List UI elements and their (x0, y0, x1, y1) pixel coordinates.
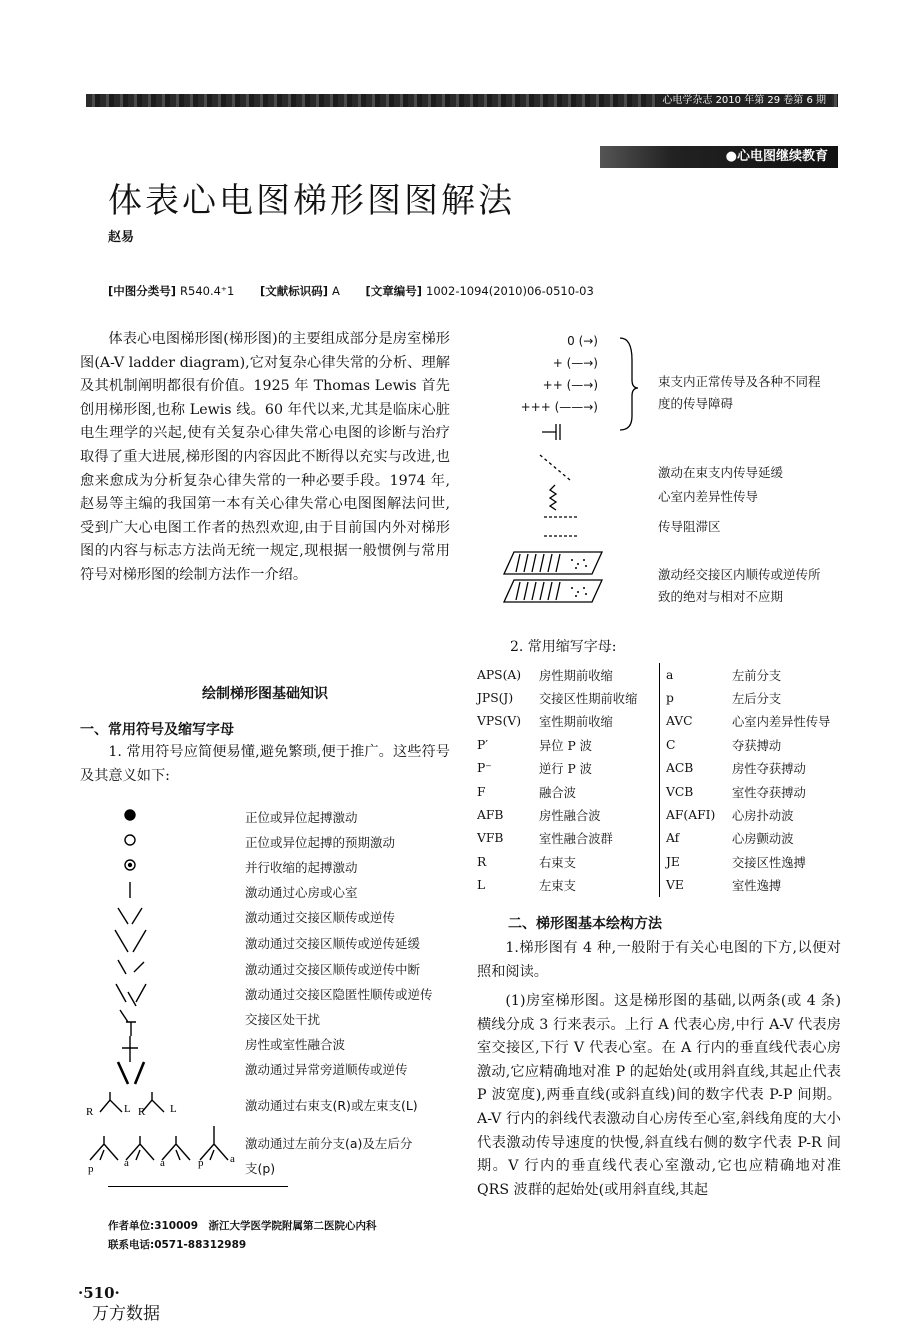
svg-text:a: a (124, 1157, 129, 1169)
abbr-code: R (477, 854, 487, 869)
svg-text:a: a (230, 1153, 235, 1165)
abbr-meaning: 室性融合波群 (539, 832, 613, 847)
article-title: 体表心电图梯形图图解法 (108, 181, 515, 221)
abbr-meaning: 左束支 (539, 879, 576, 894)
abbr-meaning: 房性夺获搏动 (732, 762, 806, 777)
symbol-desc-3: 并行收缩的起搏激动 (245, 860, 358, 875)
symbol-desc-6: 激动通过交接区顺传或逆传延缓 (245, 936, 421, 951)
svg-text:L: L (124, 1103, 131, 1115)
abbr-code: APS(A) (477, 667, 522, 682)
abbr-code: P′ (477, 737, 489, 752)
footnote-tel: 联系电话:0571-88312989 (108, 1239, 247, 1251)
symbol-glyphs (80, 800, 250, 1180)
abbr-meaning: 左后分支 (732, 692, 782, 707)
block-zone-desc: 传导阻滞区 (658, 519, 721, 534)
svg-text:L: L (170, 1103, 177, 1115)
footnote-unit: 作者单位:310009 浙江大学医学院附属第二医院心内科 (108, 1220, 377, 1232)
abbr-code: a (660, 663, 733, 686)
svg-text:p: p (88, 1163, 94, 1175)
abbr-row (477, 757, 842, 780)
abbr-code: L (477, 878, 486, 893)
abbr-meaning: 夺获搏动 (732, 738, 782, 753)
subheading-1: 一、常用符号及缩写字母 (80, 722, 234, 738)
journal-line: 心电学杂志 2010 年第 29 卷第 6 期 (656, 94, 832, 107)
intro-paragraph: 体表心电图梯形图(梯形图)的主要组成部分是房室梯形图(A-V ladder diagram),它对复杂心律失常的分析、理解及其机制阐明都很有价值。1925 年 Thomas Lewis 首先创用梯形图,也称 Lewis 线。60 年代以来,尤其是临床心脏电生理学的兴起,使有关复杂心律失常心电图的诊断与治疗取得了重大进展,梯形图的内容因此不断得以充实与改进,也愈来愈成为分析复杂心律失常的一种必要手段。1974 年,赵易等主编的我国第一本有关心律失常心电图图解法问世,受到广大心电图工作者的热烈欢迎,由于目前国内外对梯形图的内容与标志方法尚无统一规定,现根据一般惯例与常用符号对梯形图的绘制方法作一介绍。 (80, 331, 450, 583)
abbr-row (477, 710, 842, 733)
abbr-meaning: 逆行 P 波 (539, 762, 592, 777)
symbol-desc-9: 交接区处干扰 (245, 1012, 321, 1027)
section-heading: 绘制梯形图基础知识 (202, 686, 328, 702)
abbr-code: ACB (660, 757, 733, 780)
symbol-desc-7: 激动通过交接区顺传或逆传中断 (245, 962, 421, 977)
page-number: ·510· (78, 1284, 120, 1302)
abbr-code: JPS(J) (477, 691, 514, 706)
svg-text:R: R (86, 1106, 94, 1118)
article-meta: [中图分类号] R540.4⁺1 [文献标识码] A [文章编号] 1002-1094(2010)06-0510-03 (108, 284, 594, 298)
conduction-marks: 0 (→) + (—→) ++ (—→) +++ (——→) (520, 334, 598, 414)
footnote-rule (108, 1186, 288, 1187)
abbr-code: Af (660, 827, 733, 850)
abbr-code: C (660, 733, 733, 756)
abbr-heading: 2. 常用缩写字母: (510, 639, 617, 655)
abbr-meaning: 交接区性逸搏 (732, 855, 806, 870)
bracket-desc: 束支内正常传导及各种不同程 度的传导障碍 (658, 374, 821, 411)
abbr-code: AFB (477, 808, 504, 823)
abbr-code: p (660, 686, 733, 709)
symbol-desc-14: 支(p) (245, 1161, 276, 1176)
symbol-desc-8: 激动通过交接区隐匿性顺传或逆传 (245, 987, 433, 1002)
abbr-code: JE (660, 850, 733, 873)
abbr-row (477, 733, 842, 756)
abbr-meaning: 房性融合波 (539, 809, 601, 824)
abbr-meaning: 心室内差异性传导 (732, 715, 831, 730)
symbol-desc-5: 激动通过交接区顺传或逆传 (245, 910, 396, 925)
abbr-meaning: 左前分支 (732, 668, 782, 683)
right-symbol-glyphs (500, 330, 650, 620)
abbr-code: P⁻ (477, 761, 492, 776)
symbol-desc-1: 正位或异位起搏激动 (245, 810, 358, 825)
abbr-code: AF(AFI) (660, 803, 733, 826)
abbr-meaning: 心房颤动波 (732, 832, 794, 847)
abbr-meaning: 融合波 (539, 785, 576, 800)
watermark: 万方数据 (92, 1304, 160, 1324)
refractory-desc: 激动经交接区内顺传或逆传所 致的绝对与相对不应期 (658, 567, 821, 604)
symbol-desc-12: 激动通过右束支(R)或左束支(L) (245, 1098, 418, 1113)
abbr-row (477, 803, 842, 826)
abbr-code: AVC (660, 710, 733, 733)
author: 赵易 (108, 230, 135, 245)
abbr-meaning: 心房扑动波 (732, 809, 794, 824)
svg-text:R: R (138, 1106, 146, 1118)
abbr-row (477, 850, 842, 873)
abbr-code: F (477, 784, 486, 799)
symbol-desc-4: 激动通过心房或心室 (245, 885, 358, 900)
abbr-meaning: 室性逸搏 (732, 879, 782, 894)
delay-desc: 激动在束支内传导延缓 (658, 465, 784, 480)
symbol-desc-2: 正位或异位起搏的预期激动 (245, 835, 396, 850)
abbr-meaning: 右束支 (539, 855, 576, 870)
abbr-code: VCB (660, 780, 733, 803)
method-para-1: 1.梯形图有 4 种,一般附于有关心电图的下方,以便对照和阅读。 (477, 940, 841, 980)
abbr-row (477, 874, 842, 897)
abbr-code: VPS(V) (477, 714, 522, 729)
abbr-row (477, 663, 842, 686)
abbr-meaning: 室性期前收缩 (539, 715, 613, 730)
symbol-desc-10: 房性或室性融合波 (245, 1037, 346, 1052)
symbols-intro: 1. 常用符号应简便易懂,避免繁琐,便于推广。这些符号及其意义如下: (80, 744, 450, 784)
abbr-meaning: 房性期前收缩 (539, 668, 613, 683)
abbr-row (477, 827, 842, 850)
aberrant-desc: 心室内差异性传导 (658, 489, 759, 504)
abbr-meaning: 异位 P 波 (539, 738, 592, 753)
symbol-desc-13: 激动通过左前分支(a)及左后分 (245, 1136, 413, 1151)
abbr-code: VE (660, 874, 733, 897)
svg-text:p: p (198, 1157, 204, 1169)
abbr-code: VFB (477, 831, 504, 846)
symbol-desc-11: 激动通过异常旁道顺传或逆传 (245, 1062, 408, 1077)
abbr-row (477, 780, 842, 803)
svg-text:a: a (160, 1157, 165, 1169)
abbr-table (477, 663, 842, 897)
section-tag: ●心电图继续教育 (600, 146, 838, 168)
method-para-2: (1)房室梯形图。这是梯形图的基础,以两条(或 4 条)横线分成 3 行来表示。上行 A 代表心房,中行 A-V 代表房室交接区,下行 V 代表心室。在 A 行内的垂直线代表心房激动,它应精确地对准 P 的起始处(或用斜直线,其起止代表 P 波宽度),两垂直线(或斜直线)间的数字代表 P-P 间期。A-V 行内的斜线代表激动自心房传至心室,斜线角度的大小代表激动传导速度的快慢,斜直线右侧的数字代表 P-R 间期。V 行内的垂直线代表心室激动,它也应精确地对准 QRS 波群的起始处(或用斜直线,其起 (477, 993, 841, 1198)
abbr-meaning: 交接区性期前收缩 (539, 692, 638, 707)
subheading-2: 二、梯形图基本绘构方法 (508, 916, 662, 932)
abbr-meaning: 室性夺获搏动 (732, 785, 806, 800)
abbr-row (477, 686, 842, 709)
